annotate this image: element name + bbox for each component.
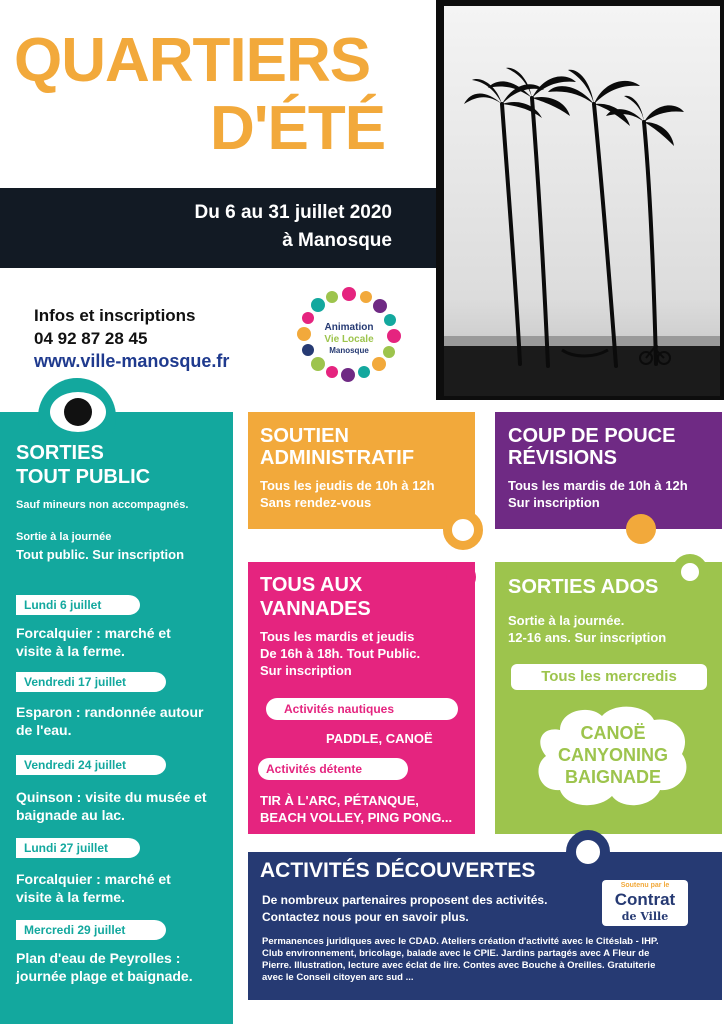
contrat-sub: de Ville bbox=[621, 910, 669, 923]
ados-ring bbox=[672, 554, 708, 590]
eye-icon bbox=[64, 398, 92, 426]
ados-line-1: Sortie à la journée. bbox=[508, 613, 625, 628]
cloud-line-2: CANYONING bbox=[557, 745, 668, 765]
sorties-sub-1: Sortie à la journée bbox=[16, 531, 112, 543]
date-band bbox=[0, 188, 436, 268]
cloud-line-1: CANOË bbox=[580, 723, 646, 743]
infos-url[interactable]: www.ville-manosque.fr bbox=[34, 351, 230, 371]
logo-line-3: Manosque bbox=[329, 346, 369, 355]
decouvertes-line-2: Contactez nous pour en savoir plus. bbox=[262, 910, 469, 924]
outing-date: Lundi 27 juillet bbox=[16, 838, 140, 858]
outing-text: Forcalquier : marché et bbox=[16, 871, 171, 887]
infos-label: Infos et inscriptions bbox=[34, 306, 196, 325]
detente-label: Activités détente bbox=[258, 758, 408, 780]
palm-trees-photo bbox=[444, 6, 720, 396]
date-range: Du 6 au 31 juillet 2020 bbox=[194, 202, 392, 223]
contrat-top: Soutenu par le bbox=[620, 882, 670, 889]
detente-text-1: TIR À L'ARC, PÉTANQUE, bbox=[260, 793, 419, 808]
soutien-title-1: SOUTIEN bbox=[260, 425, 349, 447]
decouvertes-line-1: De nombreux partenaires proposent des activités. bbox=[262, 893, 548, 907]
ados-title: SORTIES ADOS bbox=[508, 576, 659, 598]
coup-title-1: COUP DE POUCE bbox=[508, 425, 676, 447]
vannades-line-1: Tous les mardis et jeudis bbox=[260, 629, 415, 644]
outing-date: Vendredi 24 juillet bbox=[16, 755, 166, 775]
vannades-title-1: TOUS AUX bbox=[260, 574, 363, 596]
outing-date: Vendredi 17 juillet bbox=[16, 672, 166, 692]
outing-date: Lundi 6 juillet bbox=[16, 595, 140, 615]
soutien-ring bbox=[443, 510, 483, 550]
outing-text: visite à la ferme. bbox=[16, 889, 125, 905]
coup-line-1: Tous les mardis de 10h à 12h bbox=[508, 478, 688, 493]
coup-title-2: RÉVISIONS bbox=[508, 447, 617, 469]
logo-line-2: Vie Locale bbox=[324, 334, 374, 345]
title-line-1: QUARTIERS bbox=[14, 26, 371, 95]
outing-text: journée plage et baignade. bbox=[16, 968, 193, 984]
outing-text: Esparon : randonnée autour bbox=[16, 704, 204, 720]
coup-line-2: Sur inscription bbox=[508, 495, 600, 510]
coup-dot bbox=[626, 514, 656, 544]
outing-date: Mercredi 29 juillet bbox=[16, 920, 166, 940]
outing-text: Quinson : visite du musée et bbox=[16, 789, 207, 805]
logo-line-1: Animation bbox=[324, 322, 374, 333]
outing-text: Forcalquier : marché et bbox=[16, 625, 171, 641]
decouvertes-small-2: Club environnement, bricolage, balade avec le CPIE. Jardins partagés avec A Fleur de bbox=[262, 948, 650, 959]
sorties-title-1: SORTIES bbox=[16, 442, 104, 464]
outing-text: visite à la ferme. bbox=[16, 643, 125, 659]
decouvertes-small-1: Permanences juridiques avec le CDAD. Ateliers création d'activité avec le Citéslab - IHP. bbox=[262, 936, 659, 947]
nautiques-text: PADDLE, CANOË bbox=[326, 731, 433, 746]
soutien-title-2: ADMINISTRATIF bbox=[260, 447, 415, 469]
cloud-line-3: BAIGNADE bbox=[564, 767, 661, 787]
vannades-title-2: VANNADES bbox=[260, 598, 371, 620]
outing-text: baignade au lac. bbox=[16, 807, 125, 823]
title-line-2: D'ÉTÉ bbox=[210, 94, 386, 163]
decouvertes-small-4: avec le Conseil citoyen arc sud ... bbox=[262, 972, 414, 983]
nautiques-label: Activités nautiques bbox=[266, 698, 458, 720]
vannades-line-3: Sur inscription bbox=[260, 663, 352, 678]
soutien-line-1: Tous les jeudis de 10h à 12h bbox=[260, 478, 435, 493]
decouvertes-small-3: Pierre. Illustration, lecture avec éclat de lire. Contes avec Bouche à Oreilles. Gratuiterie bbox=[262, 960, 656, 971]
detente-text-2: BEACH VOLLEY, PING PONG... bbox=[260, 810, 453, 825]
sorties-note: Sauf mineurs non accompagnés. bbox=[16, 499, 189, 511]
sorties-sub-2: Tout public. Sur inscription bbox=[16, 547, 185, 562]
ados-line-2: 12-16 ans. Sur inscription bbox=[508, 630, 667, 645]
outing-text: de l'eau. bbox=[16, 722, 72, 738]
contrat-main: Contrat bbox=[614, 890, 676, 909]
animation-vie-locale-logo bbox=[296, 284, 402, 382]
outing-text: Plan d'eau de Peyrolles : bbox=[16, 950, 181, 966]
decouvertes-title: ACTIVITÉS DÉCOUVERTES bbox=[260, 859, 536, 882]
infos-phone: 04 92 87 28 45 bbox=[34, 329, 148, 348]
decouvertes-ring bbox=[566, 830, 610, 874]
contrat-de-ville-logo bbox=[602, 880, 688, 926]
soutien-line-2: Sans rendez-vous bbox=[260, 495, 372, 510]
date-location: à Manosque bbox=[282, 230, 392, 251]
vannades-dot bbox=[446, 562, 476, 592]
sorties-title-2: TOUT PUBLIC bbox=[16, 466, 151, 488]
ados-badge: Tous les mercredis bbox=[511, 664, 707, 690]
vannades-line-2: De 16h à 18h. Tout Public. bbox=[260, 646, 421, 661]
